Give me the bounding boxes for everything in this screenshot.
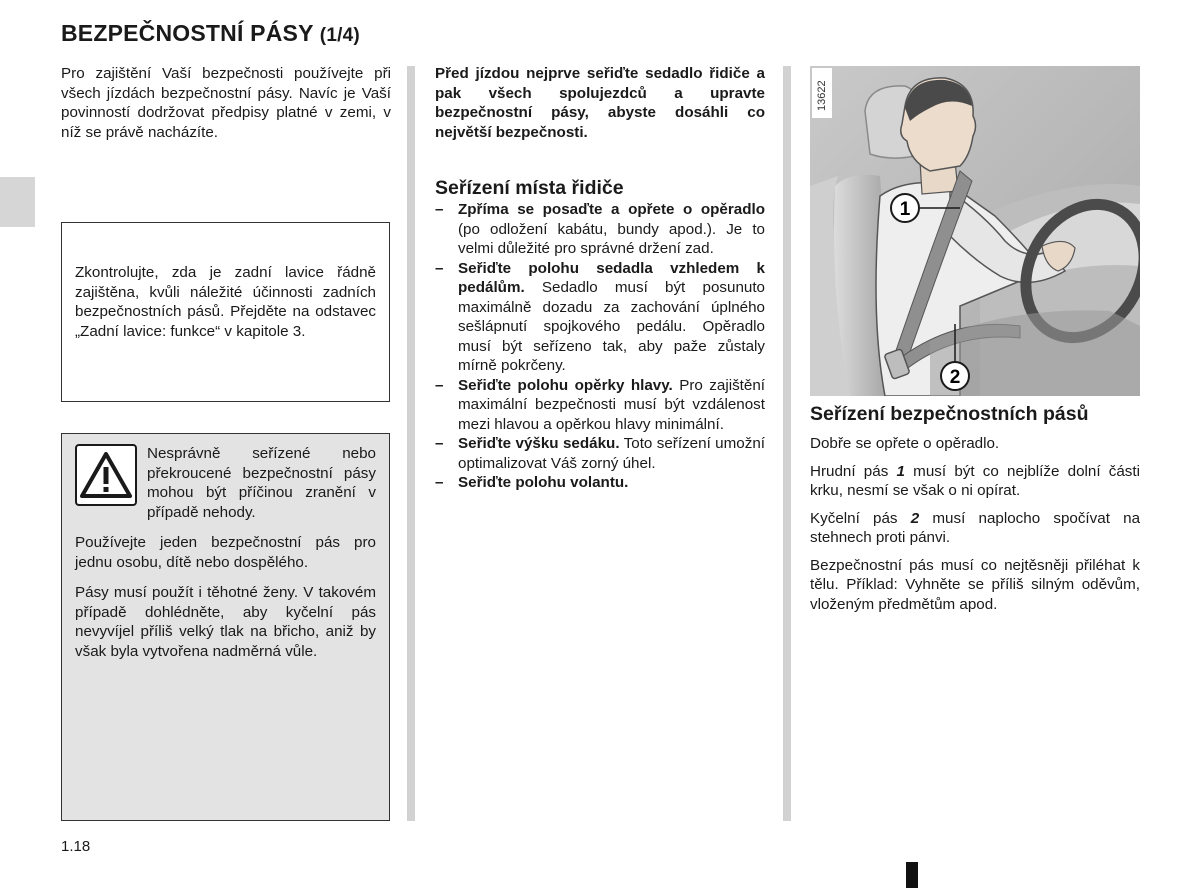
column-3 (810, 402, 1140, 622)
page-number: 1.18 (61, 838, 91, 855)
seatbelt-adjustment-heading: Seřízení bezpečnostních pásů (810, 403, 1089, 425)
warning-text-1: Nesprávně seřízené nebo překroucené bezpečnostní pásy mohou být příčinou zranění v případě nehody. (147, 445, 376, 521)
info-box (61, 222, 390, 402)
callout-1 (891, 194, 919, 222)
footer-marker (906, 862, 918, 888)
column-2-intro: Před jízdou nejprve seřiďte sedadlo řidiče a pak všech spolujezdců a upravte bezpečnostní pásy, abyste dosáhli co největší bezpečnosti. (435, 65, 765, 141)
list-item: – Seřiďte polohu opěrky hlavy. Pro zajištění maximální bezpečnosti musí být vzdálenost mezi hlavou a opěrkou hlavy minimální. (435, 376, 765, 435)
column-2 (435, 64, 765, 493)
chapter-tab (0, 177, 35, 227)
intro-paragraph: Pro zajištění Vaší bezpečnosti používejte při všech jízdách bezpečnostní pásy. Navíc je Vaší povinností dodržovat předpisy platné v zemi, v níž se právě nacházíte. (61, 65, 391, 141)
column-divider-2 (783, 66, 791, 821)
warning-triangle-icon (75, 444, 137, 506)
list-item: – Seřiďte polohu sedadla vzhledem k pedálům. Sedadlo musí být posunuto maximálně dozadu za zachování úplného sešlápnutí spojkového pedálu. Opěradlo musí být seřízeno tak, aby paže zůstaly mírně pokrčeny. (435, 259, 765, 376)
column-3-paragraph-4: Bezpečnostní pás musí co nejtěsněji přiléhat k tělu. Příklad: Vyhněte se příliš silným oděvům, vloženým předmětům apod. (810, 556, 1140, 613)
info-box-text: Zkontrolujte, zda je zadní lavice řádně zajištěna, kvůli náležité účinnosti zadních bezpečnostních pásů. Přejděte na odstavec „Zadní lavice: funkce“ v kapitole 3. (75, 264, 376, 340)
warning-text-3: Pásy musí použít i těhotné ženy. V takovém případě dohlédněte, aby kyčelní pás nevyvíjel příliš velký tlak na břicho, aniž by však byla vytvořena nadměrná vůle. (75, 584, 376, 660)
page-title (61, 20, 360, 47)
svg-text:1: 1 (899, 199, 911, 220)
column-3-paragraph-1: Dobře se opřete o opěradlo. (810, 435, 1000, 452)
column-3-paragraph-2: Hrudní pás 1 musí být co nejblíže dolní části krku, nesmí se však o ni opírat. (810, 462, 1140, 499)
warning-text-2: Používejte jeden bezpečnostní pás pro jednu osobu, dítě nebo dospělého. (75, 534, 376, 571)
list-item: – Seřiďte polohu volantu. (435, 473, 765, 493)
adjustment-list (435, 200, 765, 493)
page-title-part: (1/4) (319, 25, 360, 46)
svg-text:2: 2 (949, 367, 961, 388)
figure-ref-code: 13622 (816, 80, 828, 111)
column-3-paragraph-3: Kyčelní pás 2 musí naplocho spočívat na stehnech proti pánvi. (810, 509, 1141, 546)
column-1-intro (61, 64, 391, 142)
page-title-main: BEZPEČNOSTNÍ PÁSY (61, 20, 314, 46)
seatbelt-illustration (810, 66, 1140, 396)
column-divider-1 (407, 66, 415, 821)
list-item: – Seřiďte výšku sedáku. Toto seřízení umožní optimalizovat Váš zorný úhel. (435, 434, 765, 473)
list-item: – Zpříma se posaďte a opřete o opěradlo (po odložení kabátu, bundy apod.). Je to velmi důležité pro správné držení zad. (435, 200, 765, 259)
driver-position-heading: Seřízení místa řidiče (435, 177, 624, 199)
callout-2 (941, 362, 969, 390)
warning-box (61, 433, 390, 821)
